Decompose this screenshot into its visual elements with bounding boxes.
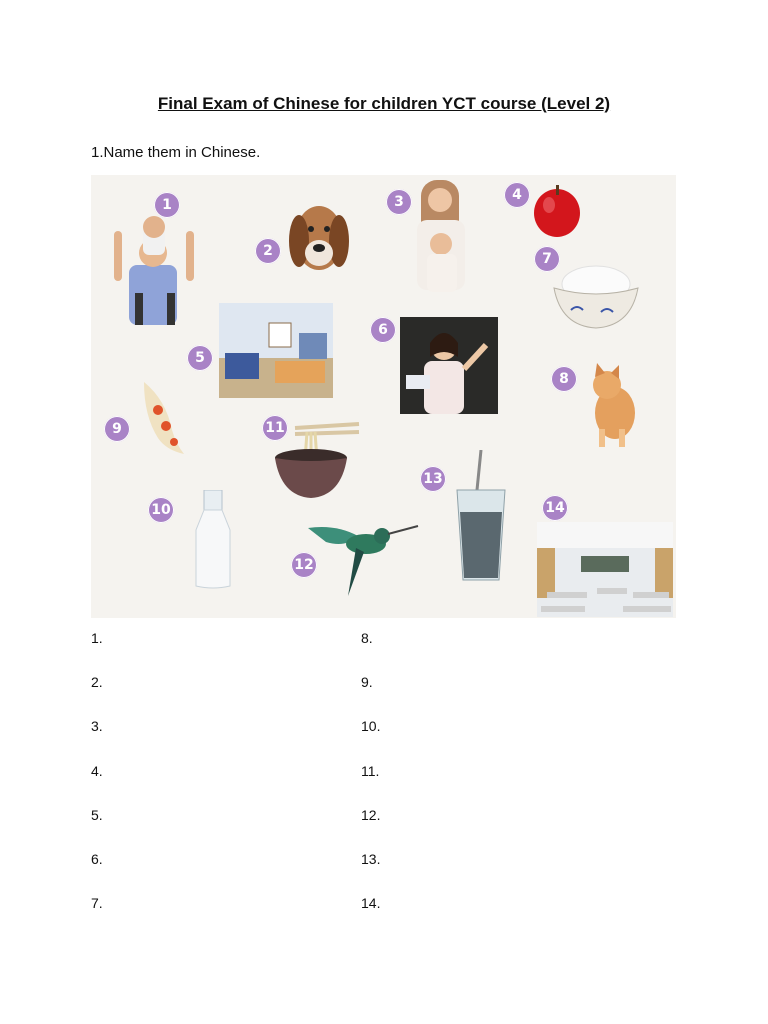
number-badge: 12	[291, 552, 317, 578]
answer-line: 1.	[91, 630, 103, 646]
number-badge: 8	[551, 366, 577, 392]
number-badge: 5	[187, 345, 213, 371]
number-badge: 13	[420, 466, 446, 492]
cat-picture	[583, 363, 643, 449]
answer-line: 5.	[91, 806, 103, 823]
number-badge: 9	[104, 416, 130, 442]
bedroom-picture	[219, 303, 333, 398]
answer-line: 13.	[361, 850, 381, 867]
answer-line: 12.	[361, 806, 381, 823]
number-badge: 2	[255, 238, 281, 264]
answer-line: 8.	[361, 630, 373, 646]
answer-column-left	[91, 630, 103, 939]
number-badge: 7	[534, 246, 560, 272]
water-glass-picture	[455, 450, 507, 582]
dog-picture	[287, 193, 352, 278]
vocabulary-picture-panel	[91, 175, 676, 618]
answer-line: 10.	[361, 718, 381, 735]
goldfish-picture	[136, 380, 188, 458]
number-badge: 6	[370, 317, 396, 343]
rice-bowl-picture	[551, 260, 641, 330]
answer-line: 14.	[361, 895, 381, 912]
number-badge: 14	[542, 495, 568, 521]
answer-line: 4.	[91, 762, 103, 779]
milk-bottle-picture	[194, 490, 232, 590]
question-instruction: 1.Name them in Chinese.	[91, 144, 261, 161]
number-badge: 11	[262, 415, 288, 441]
classroom-picture	[537, 522, 673, 617]
answer-column-right	[361, 630, 380, 939]
mother-daughter-picture	[411, 180, 471, 292]
number-badge: 1	[154, 192, 180, 218]
answer-line: 7.	[91, 895, 103, 912]
number-badge: 4	[504, 182, 530, 208]
teacher-picture	[400, 317, 498, 414]
exam-title: Final Exam of Chinese for children YCT course (Level 2)	[157, 94, 611, 113]
number-badge: 3	[386, 189, 412, 215]
apple-picture	[531, 183, 583, 239]
family-picture	[109, 213, 199, 328]
answer-line: 3.	[91, 718, 103, 735]
answer-line: 11.	[361, 762, 380, 779]
answer-line: 9.	[361, 674, 373, 691]
answer-line: 6.	[91, 850, 103, 867]
number-badge: 10	[148, 497, 174, 523]
answer-line: 2.	[91, 674, 103, 691]
noodle-bowl-picture	[275, 420, 361, 500]
hummingbird-picture	[306, 518, 421, 598]
